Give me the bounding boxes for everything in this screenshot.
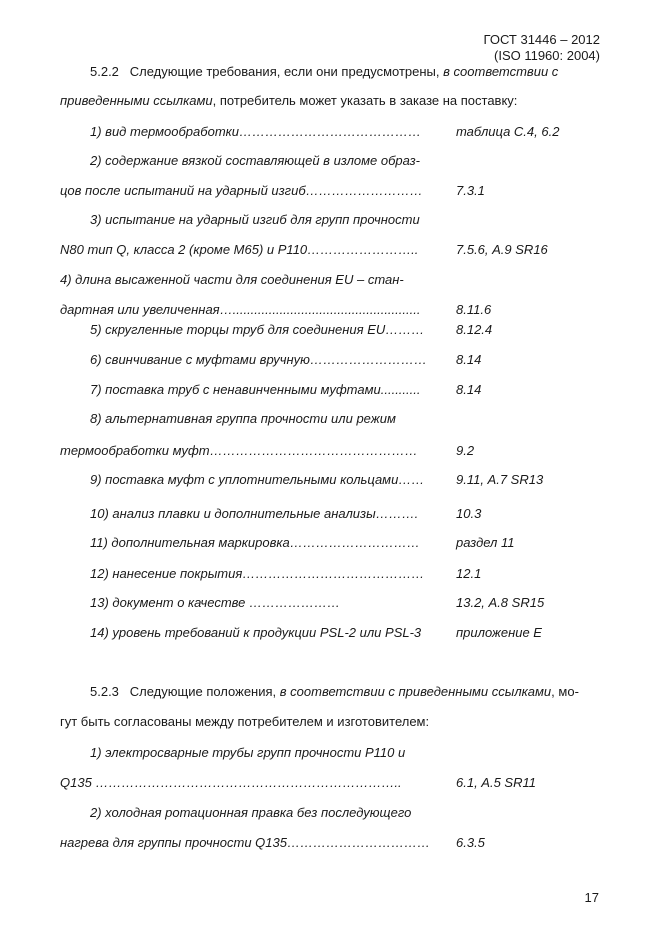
section-523-number: 5.2.3: [90, 684, 119, 699]
list-item: 8) альтернативная группа прочности или режим: [90, 411, 396, 426]
list-item: термообработки муфт…………………………………………: [60, 443, 418, 458]
item-reference: 7.5.6, А.9 SR16: [456, 242, 548, 257]
list-item: 10) анализ плавки и дополнительные анализы……….: [90, 506, 419, 521]
list-item: 5) скругленные торцы труб для соединения EU………: [90, 322, 425, 337]
section-522-intro-line2: [60, 93, 517, 109]
item-reference: 9.2: [456, 443, 475, 458]
list-item: 11) дополнительная маркировка…………………………: [90, 535, 420, 550]
item-reference: 8.12.4: [456, 322, 493, 337]
list-item: 6) свинчивание с муфтами вручную………………………: [90, 352, 427, 367]
section-523-intro-a: Следующие положения,: [129, 684, 277, 699]
standard-designation: ГОСТ 31446 – 2012: [483, 32, 600, 47]
list-item: 4) длина высаженной части для соединения EU – стан-: [60, 272, 404, 287]
section-523-intro-line2: гут быть согласованы между потребителем и изготовителем:: [60, 714, 430, 729]
item-reference: приложение Е: [456, 625, 542, 640]
list-item: нагрева для группы прочности Q135……………………………: [60, 835, 430, 850]
item-reference: 9.11, А.7 SR13: [456, 472, 544, 487]
list-item: 12) нанесение покрытия……………………………………: [90, 566, 425, 581]
section-523-intro-c: , мо-: [551, 684, 579, 699]
list-item: 13) документ о качестве …………………: [90, 595, 341, 610]
section-523-intro-b: в соответствии с приведенными ссылками: [279, 684, 552, 699]
section-522-intro-line1: [90, 64, 558, 80]
list-item: 2) содержание вязкой составляющей в изломе образ-: [90, 153, 420, 168]
item-reference: 7.3.1: [456, 183, 485, 198]
item-reference: 6.3.5: [456, 835, 485, 850]
item-reference: таблица С.4, 6.2: [456, 124, 560, 139]
list-item: 2) холодная ротационная правка без последующего: [90, 805, 412, 820]
item-reference: раздел 11: [456, 535, 515, 550]
list-item: 7) поставка труб с ненавинченными муфтами...........: [90, 382, 421, 397]
list-item: Q135 ……………………………………………………………..: [60, 775, 402, 790]
section-522-intro-b: в соответствии с: [443, 64, 559, 79]
list-item: N80 тип Q, класса 2 (кроме M65) и Р110……………………..: [60, 242, 419, 257]
list-item: 14) уровень требований к продукции PSL-2 или PSL-3: [90, 625, 422, 640]
section-522-intro-c: приведенными ссылками: [60, 93, 213, 108]
item-reference: 6.1, А.5 SR11: [456, 775, 536, 790]
item-reference: 8.14: [456, 382, 482, 397]
list-item: 3) испытание на ударный изгиб для групп прочности: [90, 212, 420, 227]
page-number: 17: [584, 890, 599, 905]
list-item: 1) вид термообработки……………………………………: [90, 124, 422, 139]
section-522-intro-a: Следующие требования, если они предусмотрены,: [129, 64, 440, 79]
section-522-number: 5.2.2: [90, 64, 119, 79]
item-reference: 13.2, А.8 SR15: [456, 595, 545, 610]
iso-designation: (ISO 11960: 2004): [494, 48, 600, 63]
list-item: 1) электросварные трубы групп прочности Р110 и: [90, 745, 406, 760]
section-522-intro-d: , потребитель может указать в заказе на поставку:: [212, 93, 518, 108]
item-reference: 12.1: [456, 566, 482, 581]
list-item: дартная или увеличенная…....................................................: [60, 302, 421, 317]
item-reference: 10.3: [456, 506, 482, 521]
section-523-intro-line1: [90, 684, 579, 700]
list-item: цов после испытаний на ударный изгиб………………………: [60, 183, 423, 198]
item-reference: 8.11.6: [456, 302, 492, 317]
list-item: 9) поставка муфт с уплотнительными кольцами……: [90, 472, 425, 487]
item-reference: 8.14: [456, 352, 482, 367]
